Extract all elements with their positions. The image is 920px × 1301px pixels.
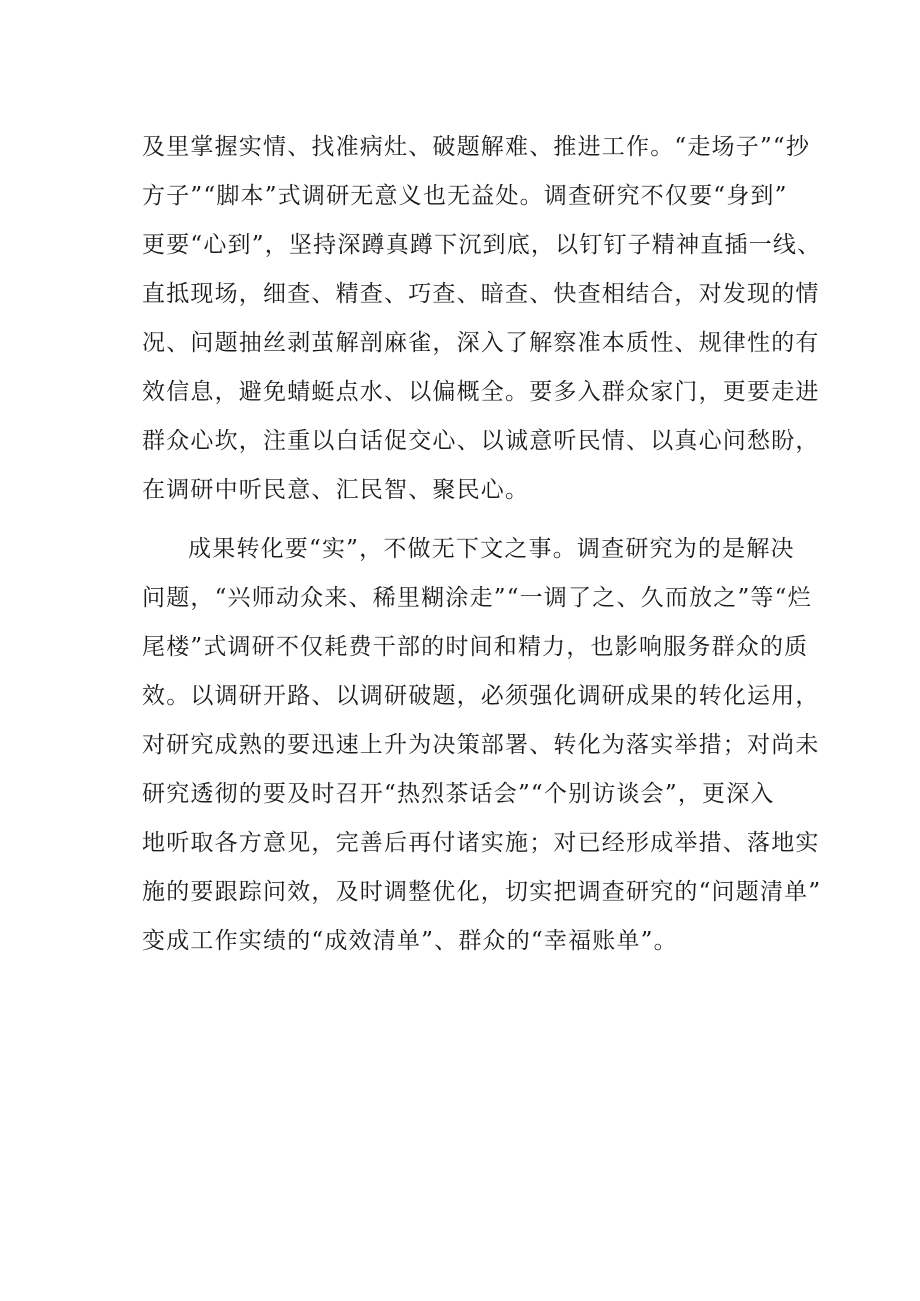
paragraph-2-line-2: 问题，“兴师动众来、稀里糊涂走”“一调了之、久而放之”等“烂 bbox=[142, 585, 812, 611]
paragraph-1-line-5: 况、问题抽丝剥茧解剖麻雀，深入了解察准本质性、规律性的有 bbox=[142, 330, 820, 356]
paragraph-2-line-4: 效。以调研开路、以调研破题，必须强化调研成果的转化运用， bbox=[142, 683, 820, 709]
paragraph-2-line-3: 尾楼”式调研不仅耗费干部的时间和精力，也影响服务群众的质 bbox=[142, 634, 809, 660]
paragraph-2-line-1: 成果转化要“实”，不做无下文之事。调查研究为的是解决 bbox=[188, 536, 795, 562]
paragraph-2-line-6: 研究透彻的要及时召开“热烈茶话会”“个别访谈会”，更深入 bbox=[142, 781, 775, 807]
paragraph-1-line-3: 更要“心到”，坚持深蹲真蹲下沉到底，以钉钉子精神直插一线、 bbox=[142, 232, 822, 258]
paragraph-1-line-4: 直抵现场，细查、精查、巧查、暗查、快查相结合，对发现的情 bbox=[142, 281, 820, 307]
paragraph-1-line-8: 在调研中听民意、汇民智、聚民心。 bbox=[142, 477, 530, 503]
paragraph-2-line-7: 地听取各方意见，完善后再付诸实施；对已经形成举措、落地实 bbox=[142, 830, 820, 856]
paragraph-2-line-8: 施的要跟踪问效，及时调整优化，切实把调查研究的“问题清单” bbox=[142, 879, 822, 905]
paragraph-2-line-5: 对研究成熟的要迅速上升为决策部署、转化为落实举措；对尚未 bbox=[142, 732, 820, 758]
paragraph-1-line-7: 群众心坎，注重以白话促交心、以诚意听民情、以真心问愁盼， bbox=[142, 428, 820, 454]
paragraph-1-line-1: 及里掌握实情、找准病灶、破题解难、推进工作。“走场子”“抄 bbox=[142, 134, 811, 160]
paragraph-1-line-6: 效信息，避免蜻蜓点水、以偏概全。要多入群众家门，更要走进 bbox=[142, 379, 820, 405]
paragraph-1-line-2: 方子”“脚本”式调研无意义也无益处。调查研究不仅要“身到” bbox=[142, 183, 788, 209]
paragraph-2-line-9: 变成工作实绩的“成效清单”、群众的“幸福账单”。 bbox=[142, 928, 678, 954]
